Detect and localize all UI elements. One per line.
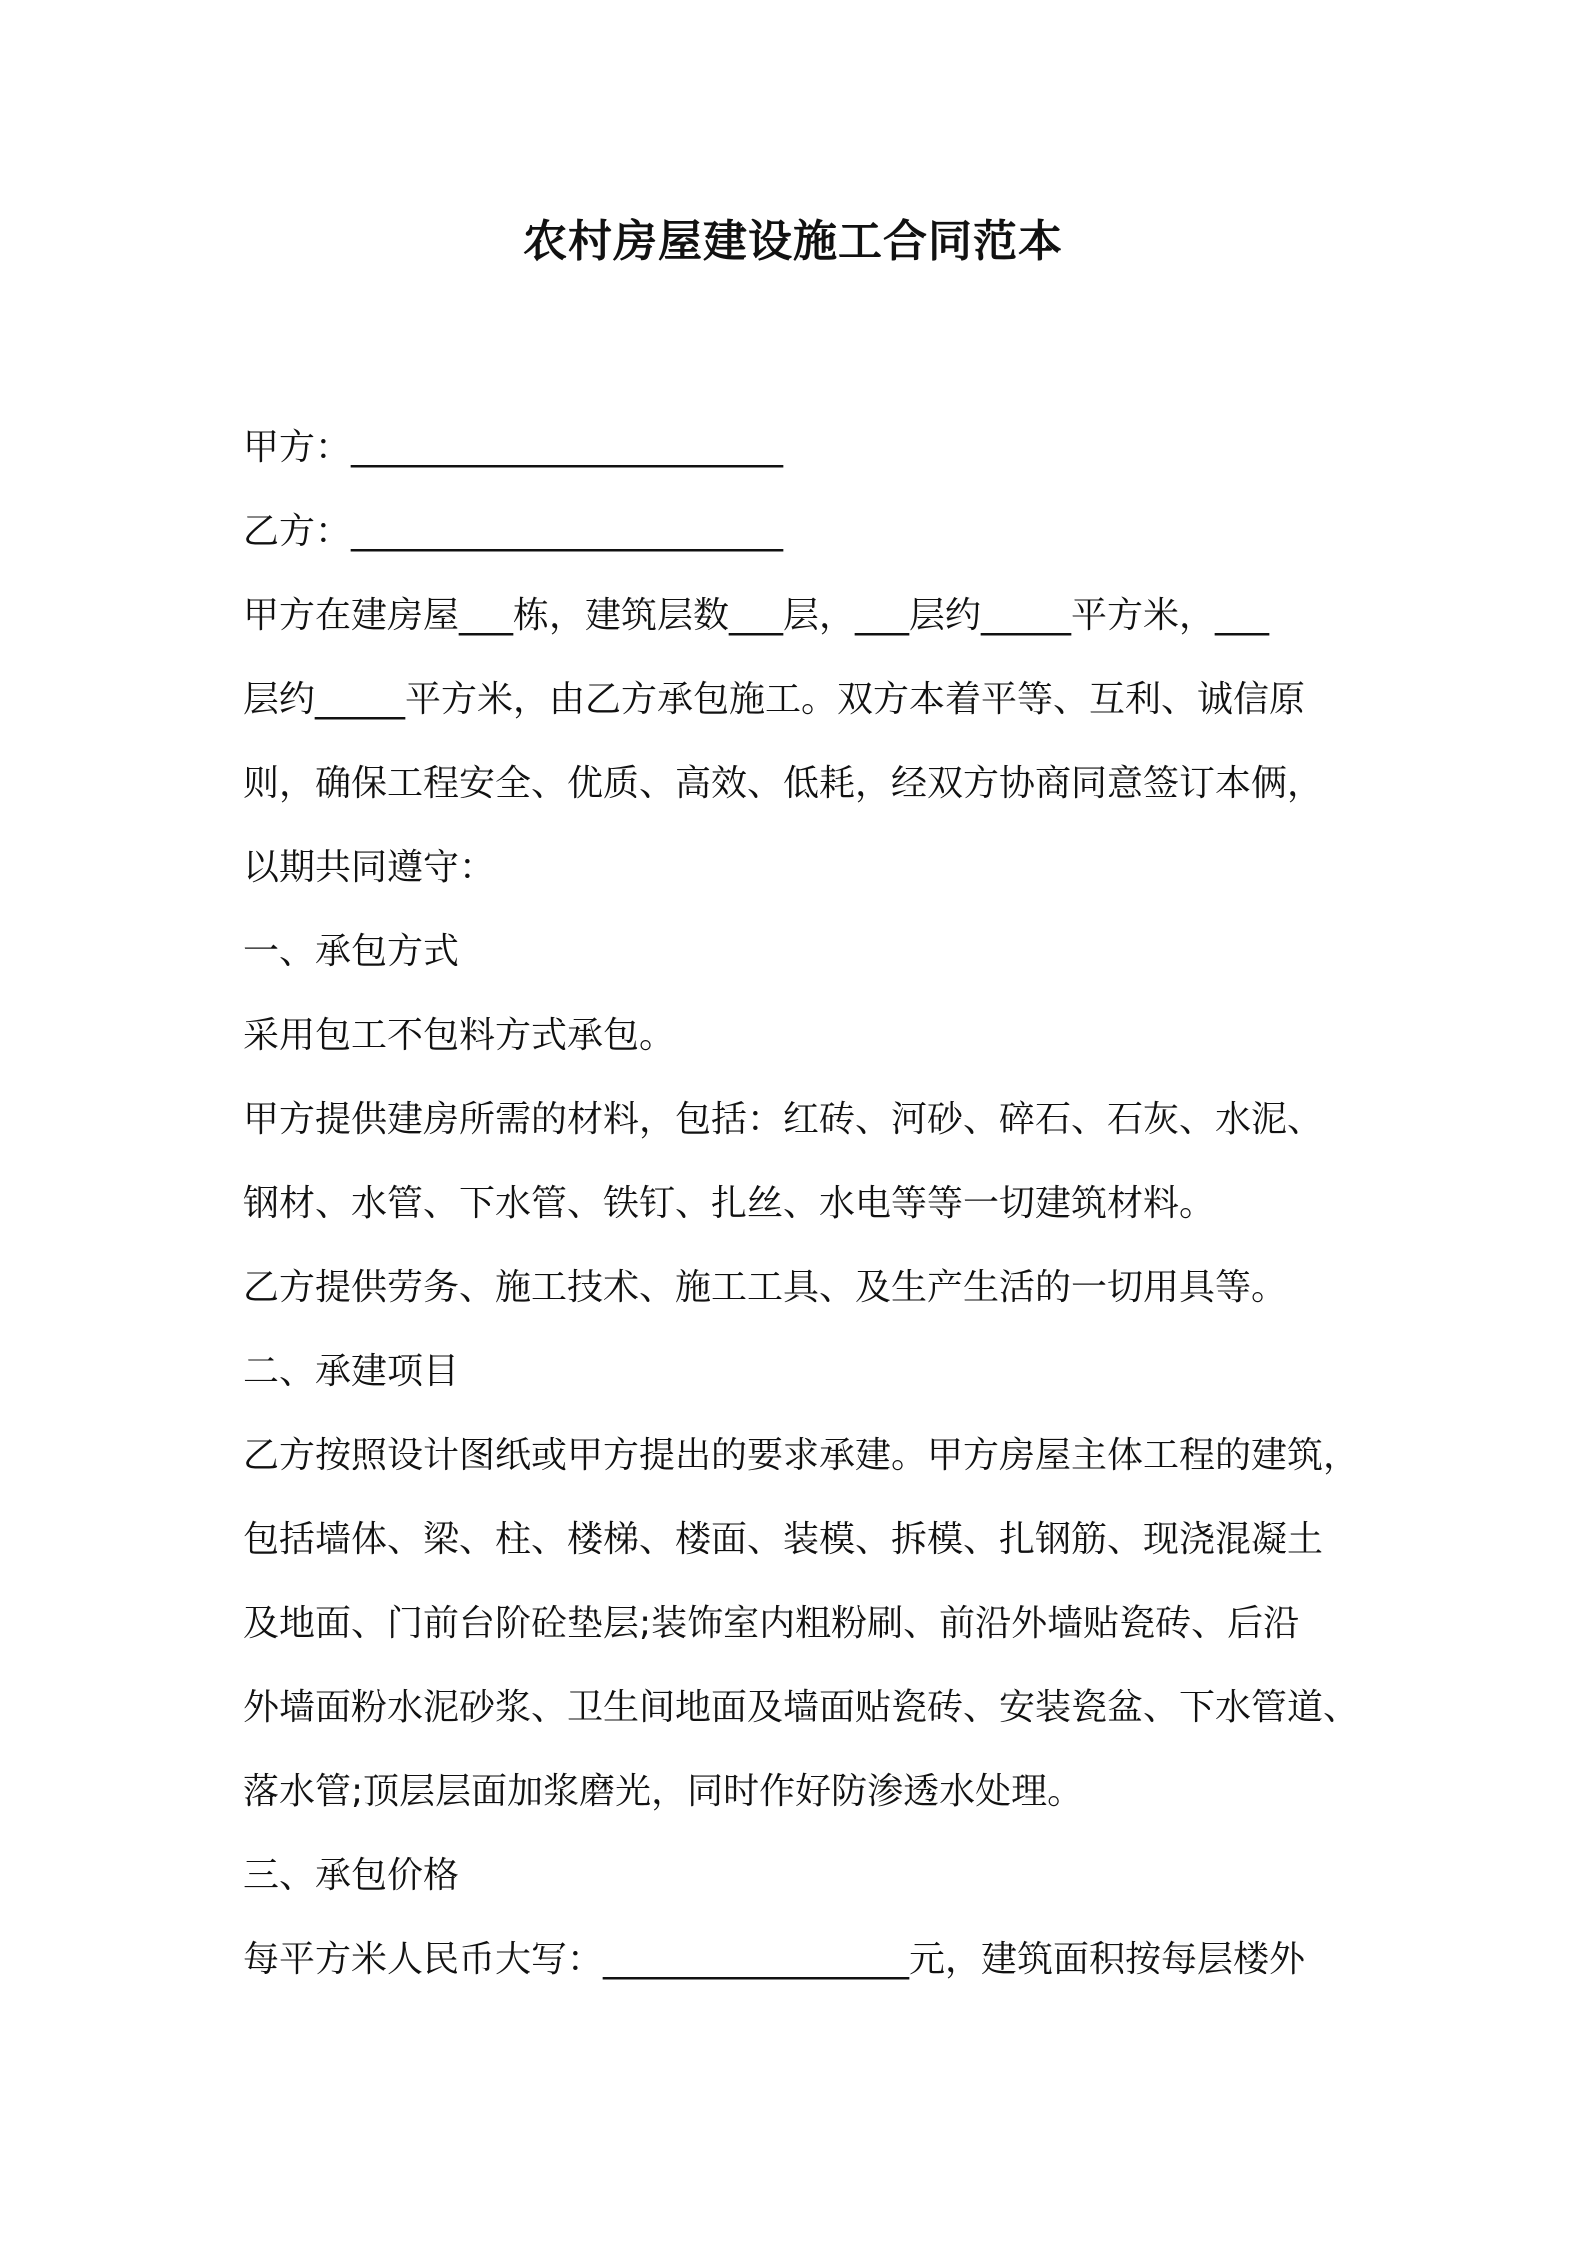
section-heading-2: 二、承建项目 [243, 1351, 460, 1392]
paragraph-line: 乙方按照设计图纸或甲方提出的要求承建。甲方房屋主体工程的建筑， [243, 1435, 1360, 1476]
section-heading-1: 一、承包方式 [243, 931, 460, 972]
paragraph-line: 则，确保工程安全、优质、高效、低耗，经双方协商同意签订本俩， [243, 763, 1324, 804]
party-a-line: 甲方：________________________ [243, 427, 784, 468]
document-title: 农村房屋建设施工合同范本 [523, 216, 1063, 267]
section-heading-3: 三、承包价格 [243, 1855, 460, 1896]
paragraph-line: 落水管;顶层层面加浆磨光，同时作好防渗透水处理。 [243, 1771, 1084, 1812]
paragraph-line: 甲方提供建房所需的材料，包括：红砖、河砂、碎石、石灰、水泥、 [243, 1099, 1324, 1140]
paragraph-line: 每平方米人民币大写：_________________元，建筑面积按每层楼外 [243, 1939, 1306, 1980]
paragraph-line: 钢材、水管、下水管、铁钉、扎丝、水电等等一切建筑材料。 [243, 1183, 1216, 1224]
paragraph-line: 以期共同遵守： [243, 847, 496, 888]
paragraph-line: 乙方提供劳务、施工技术、施工工具、及生产生活的一切用具等。 [243, 1267, 1288, 1308]
paragraph-line: 包括墙体、梁、柱、楼梯、楼面、装模、拆模、扎钢筋、现浇混凝土 [243, 1519, 1324, 1560]
party-b-line: 乙方：________________________ [243, 511, 784, 552]
paragraph-line: 甲方在建房屋___栋，建筑层数___层，___层约_____平方米，___ [243, 595, 1270, 636]
paragraph-line: 外墙面粉水泥砂浆、卫生间地面及墙面贴瓷砖、安装瓷盆、下水管道、 [243, 1687, 1360, 1728]
paragraph-line: 采用包工不包料方式承包。 [243, 1015, 676, 1056]
paragraph-line: 层约_____平方米，由乙方承包施工。双方本着平等、互利、诚信原 [243, 679, 1306, 720]
paragraph-line: 及地面、门前台阶砼垫层;装饰室内粗粉刷、前沿外墙贴瓷砖、后沿 [243, 1603, 1300, 1644]
document-body [243, 406, 1373, 2002]
